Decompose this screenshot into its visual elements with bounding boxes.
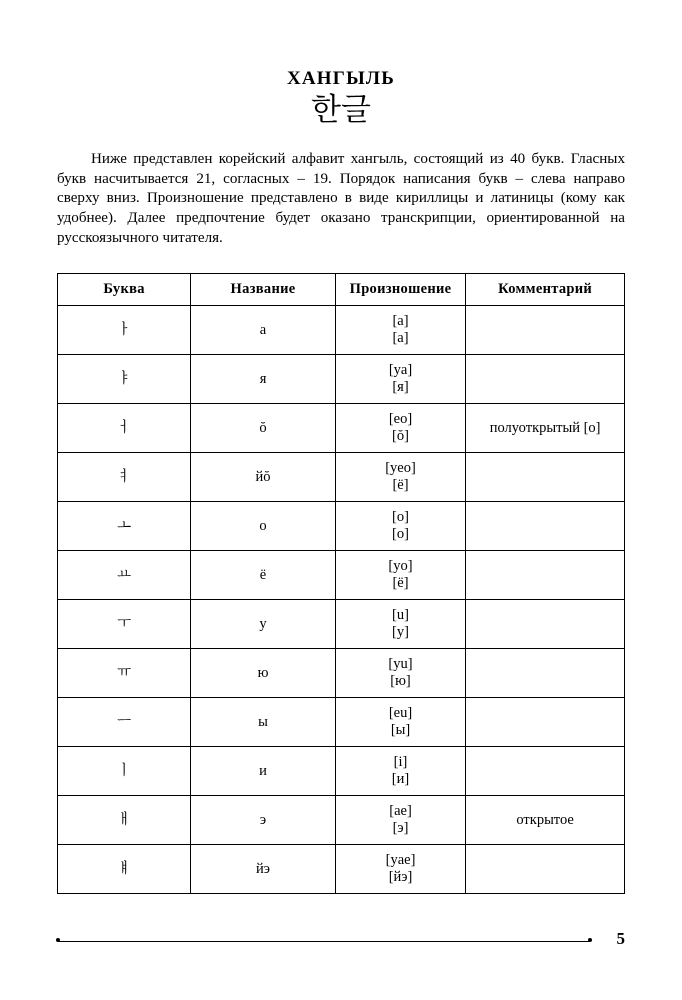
table-row	[58, 649, 625, 698]
page-number: 5	[616, 929, 625, 948]
column-header-letter: Буква	[58, 274, 191, 306]
cell-pronunciation	[335, 453, 465, 502]
pronunciation-latin: [u]	[392, 606, 409, 623]
cell-pronunciation	[335, 355, 465, 404]
table-header	[58, 274, 625, 306]
pronunciation-latin: [o]	[392, 508, 409, 525]
cell-letter: ㅏ	[58, 306, 191, 355]
cell-comment	[466, 600, 625, 649]
pronunciation-latin: [eo]	[388, 410, 413, 427]
cell-pronunciation	[335, 796, 465, 845]
cell-letter: ㅑ	[58, 355, 191, 404]
pronunciation-cyrillic: [ё]	[392, 575, 409, 592]
cell-pronunciation	[335, 747, 465, 796]
cell-comment	[466, 453, 625, 502]
column-header-pronunciation: Произношение	[335, 274, 465, 306]
cell-letter: ㅣ	[58, 747, 191, 796]
cell-comment	[466, 551, 625, 600]
table-header-row	[58, 274, 625, 306]
pronunciation-latin: [yu]	[388, 655, 413, 672]
table-row	[58, 747, 625, 796]
cell-name: ŏ	[191, 404, 336, 453]
cell-letter: ㅐ	[58, 796, 191, 845]
cell-letter: ㅛ	[58, 551, 191, 600]
alphabet-table	[57, 273, 625, 894]
cell-comment	[466, 306, 625, 355]
cell-name: ю	[191, 649, 336, 698]
cell-comment: полуоткрытый [о]	[466, 404, 625, 453]
table-row	[58, 845, 625, 894]
cell-name: э	[191, 796, 336, 845]
table-row	[58, 502, 625, 551]
table-row	[58, 600, 625, 649]
cell-name: я	[191, 355, 336, 404]
cell-pronunciation	[335, 845, 465, 894]
cell-name: у	[191, 600, 336, 649]
pronunciation-cyrillic: [э]	[392, 820, 409, 837]
table-row	[58, 698, 625, 747]
cell-pronunciation	[335, 698, 465, 747]
cell-pronunciation	[335, 649, 465, 698]
pronunciation-latin: [a]	[392, 312, 409, 329]
pronunciation-latin: [i]	[393, 753, 408, 770]
pronunciation-cyrillic: [ё]	[392, 477, 409, 494]
table-row	[58, 404, 625, 453]
pronunciation-cyrillic: [а]	[392, 330, 409, 347]
cell-pronunciation	[335, 306, 465, 355]
cell-letter: ㅒ	[58, 845, 191, 894]
cell-comment	[466, 649, 625, 698]
pronunciation-latin: [yeo]	[385, 459, 416, 476]
cell-comment: открытое	[466, 796, 625, 845]
cell-pronunciation	[335, 600, 465, 649]
pronunciation-latin: [yae]	[385, 851, 416, 868]
cell-pronunciation	[335, 551, 465, 600]
footer-divider	[57, 941, 589, 942]
cell-name: и	[191, 747, 336, 796]
pronunciation-cyrillic: [я]	[392, 379, 409, 396]
title-korean: 한글	[311, 92, 371, 128]
pronunciation-latin: [yo]	[388, 557, 413, 574]
cell-name: йŏ	[191, 453, 336, 502]
table-row	[58, 796, 625, 845]
cell-comment	[466, 698, 625, 747]
intro-paragraph: Ниже представлен корейский алфавит хангыль, состоящий из 40 букв. Гласных букв насчитывается 21, согласных – 19. Порядок написания букв – слева направо сверху вниз. Произношение представлено в виде кириллицы и латиницы (кому как удобнее). Далее предпочтение будет оказано транскрипции, ориентированной на русскоязычного читателя.	[57, 150, 625, 247]
table-body	[58, 306, 625, 894]
pronunciation-latin: [ae]	[389, 802, 412, 819]
footer-dot-right-icon	[588, 938, 592, 942]
column-header-comment: Комментарий	[466, 274, 625, 306]
pronunciation-cyrillic: [и]	[391, 771, 410, 788]
pronunciation-cyrillic: [о]	[392, 526, 409, 543]
cell-name: йэ	[191, 845, 336, 894]
pronunciation-cyrillic: [йэ]	[388, 869, 413, 886]
cell-letter: ㅠ	[58, 649, 191, 698]
cell-comment	[466, 845, 625, 894]
cell-name: а	[191, 306, 336, 355]
cell-comment	[466, 747, 625, 796]
pronunciation-latin: [ya]	[388, 361, 413, 378]
table-row	[58, 306, 625, 355]
cell-name: о	[191, 502, 336, 551]
cell-letter: ㅡ	[58, 698, 191, 747]
cell-pronunciation	[335, 404, 465, 453]
cell-letter: ㅜ	[58, 600, 191, 649]
page-title	[57, 0, 625, 129]
cell-letter: ㅓ	[58, 404, 191, 453]
title-russian: ХАНГЫЛЬ	[286, 68, 396, 89]
pronunciation-cyrillic: [у]	[392, 624, 409, 641]
cell-name: ё	[191, 551, 336, 600]
pronunciation-latin: [eu]	[388, 704, 413, 721]
cell-pronunciation	[335, 502, 465, 551]
table-row	[58, 355, 625, 404]
page-footer	[57, 929, 625, 952]
footer-dot-left-icon	[56, 938, 60, 942]
pronunciation-cyrillic: [ŏ]	[392, 428, 409, 445]
cell-letter: ㅗ	[58, 502, 191, 551]
table-row	[58, 453, 625, 502]
cell-name: ы	[191, 698, 336, 747]
pronunciation-cyrillic: [ю]	[390, 673, 411, 690]
cell-comment	[466, 355, 625, 404]
cell-comment	[466, 502, 625, 551]
pronunciation-cyrillic: [ы]	[390, 722, 411, 739]
table-row	[58, 551, 625, 600]
cell-letter: ㅕ	[58, 453, 191, 502]
column-header-name: Название	[191, 274, 336, 306]
